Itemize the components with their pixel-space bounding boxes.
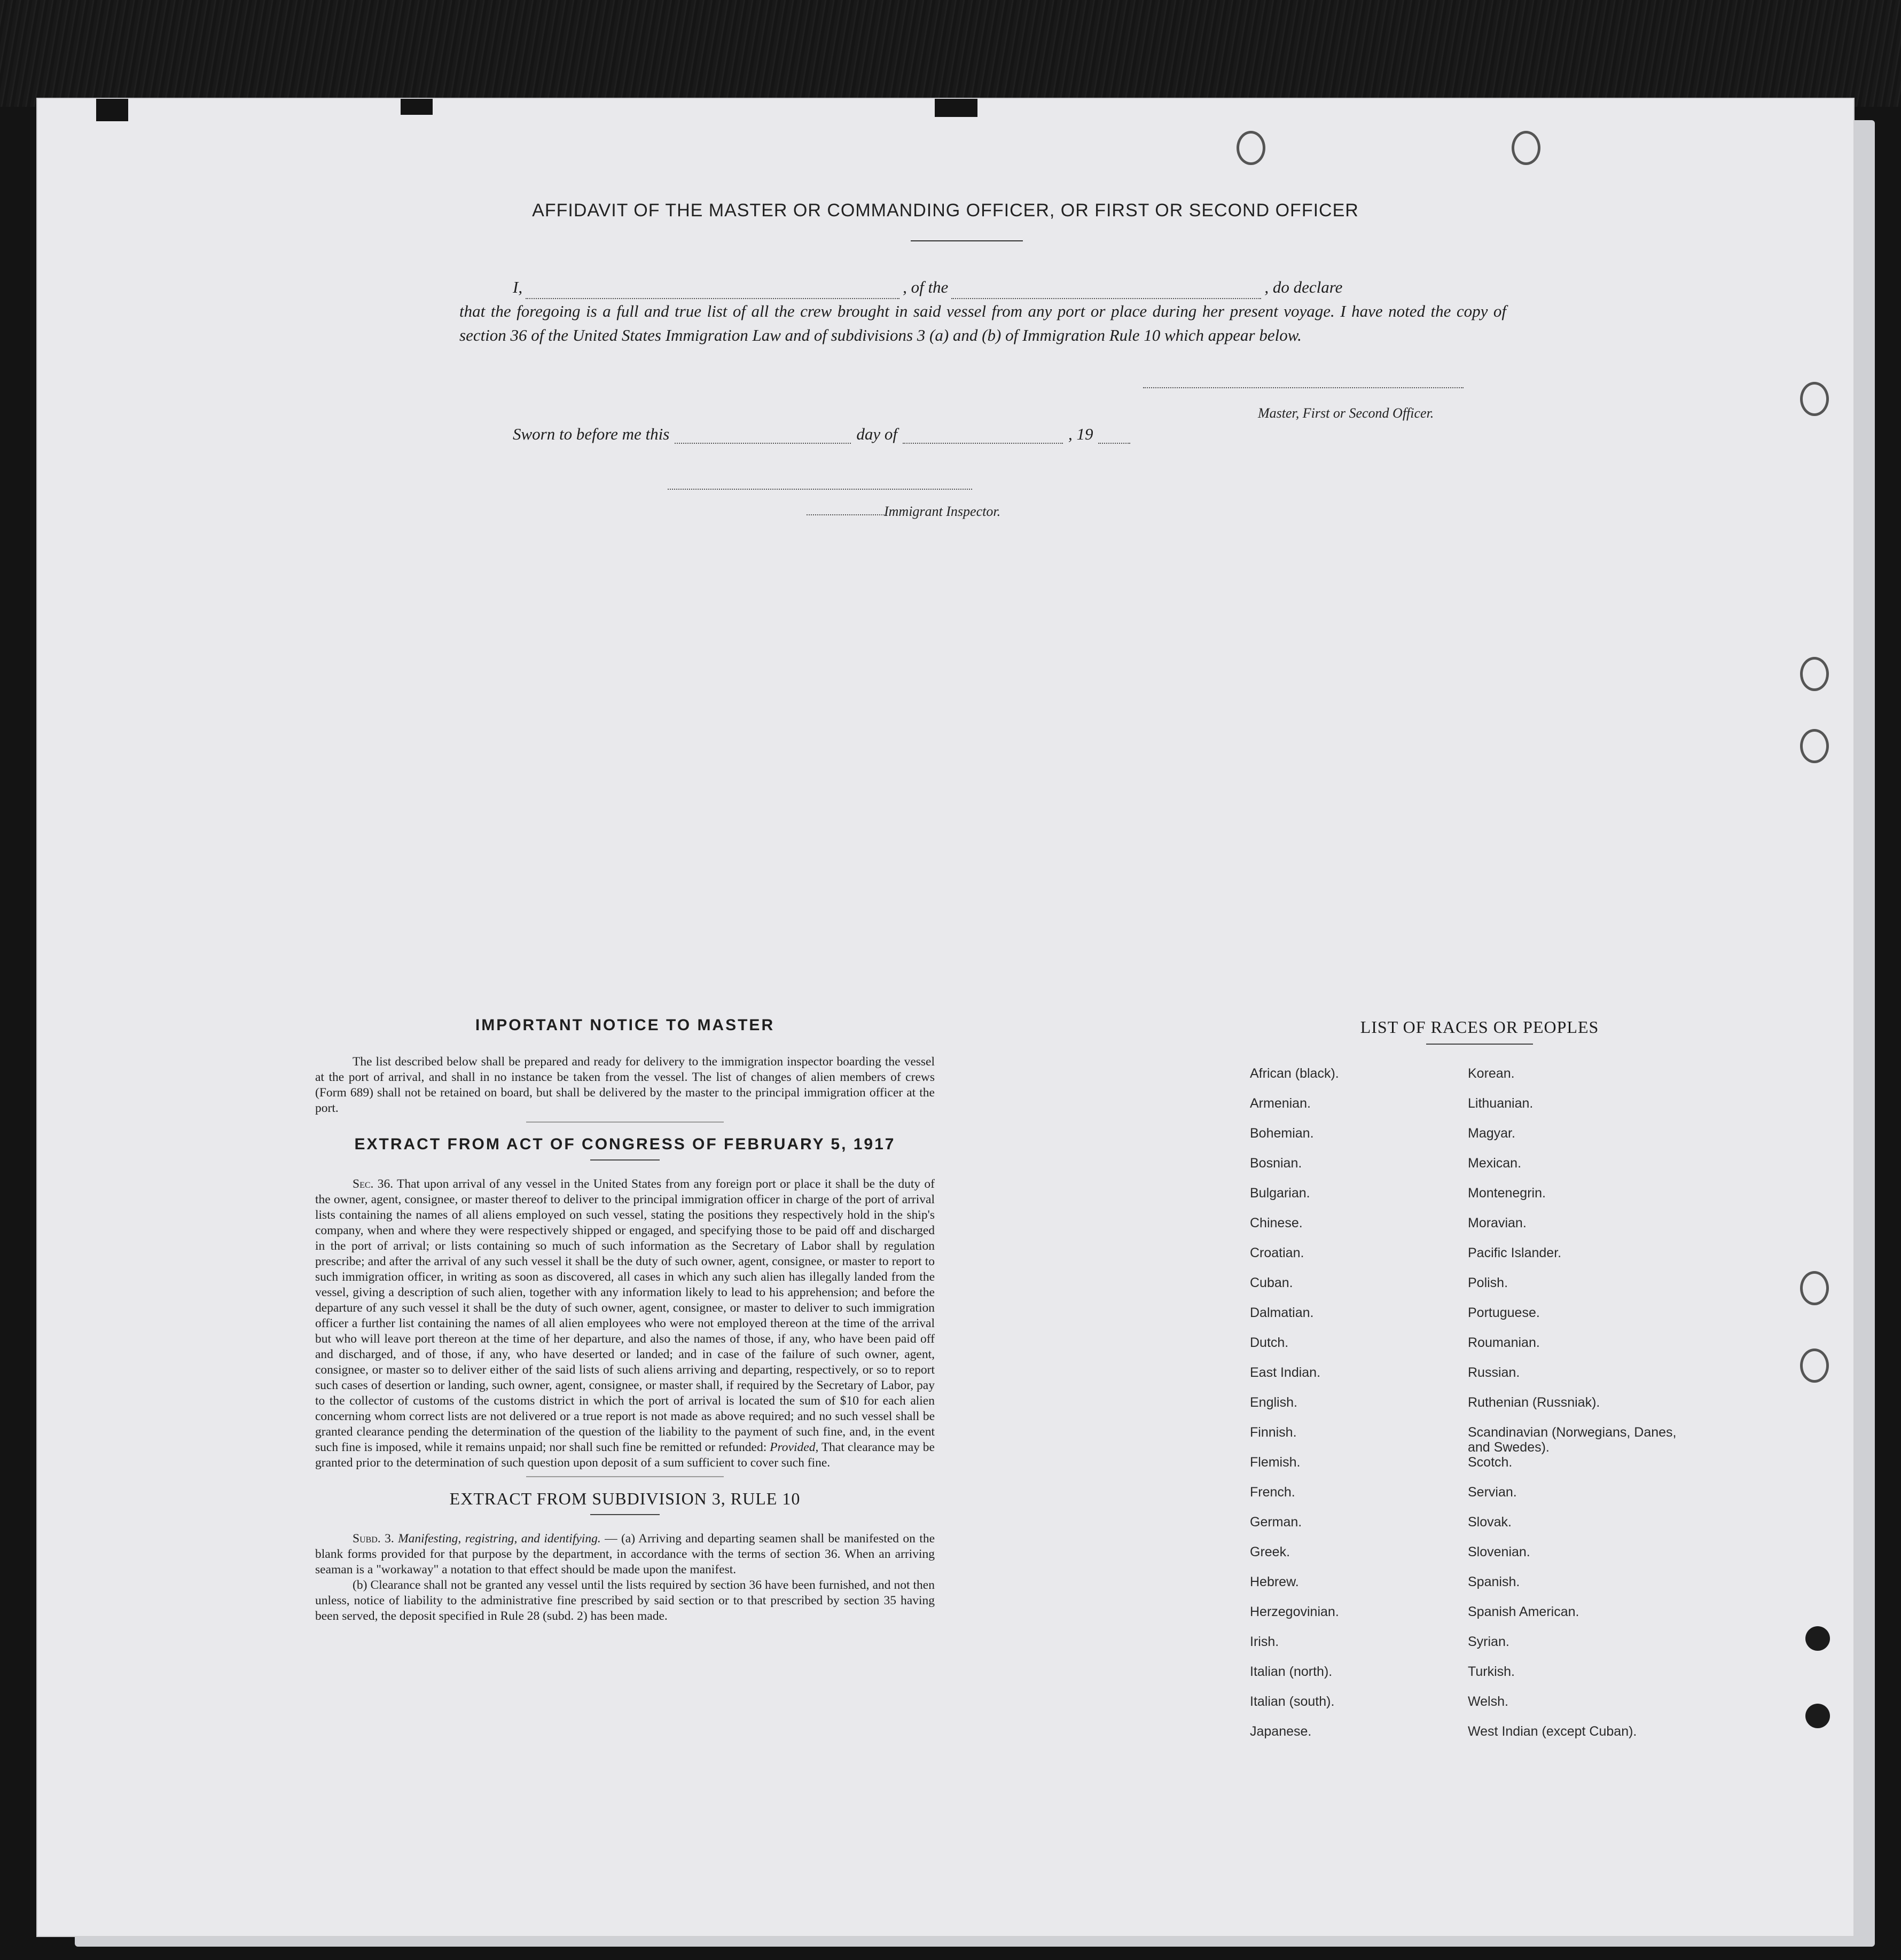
rule-para-b: (b) Clearance shall not be granted any vessel until the lists required by section 36 have been furnished, and not then unless, notice of liability to the administrative fine prescribed by said section or to that prescribed by section 35 having been served, the deposit specified in Rule 28 (subd. 2) has been made. <box>315 1578 935 1623</box>
race-item: Mexican. <box>1468 1156 1522 1171</box>
page-tear <box>935 99 977 117</box>
sworn-year-label: , 19 <box>1068 425 1093 443</box>
race-item: Bosnian. <box>1250 1156 1302 1171</box>
race-item: Hebrew. <box>1250 1574 1299 1589</box>
race-item: Montenegrin. <box>1468 1186 1546 1201</box>
race-item: Spanish American. <box>1468 1604 1579 1619</box>
provided-text: That clearance may be granted prior to the determination of such question upon deposit of a sum sufficient to cover such fine. <box>315 1440 935 1470</box>
act-text <box>315 1177 935 1471</box>
punch-hole <box>1800 729 1829 763</box>
race-item: West Indian (except Cuban). <box>1468 1724 1637 1739</box>
section-36-text: That upon arrival of any vessel in the United States from any foreign port or place it shall be the duty of the owner, agent, consignee, or master thereof to deliver to the principal immigration officer in charge of the port of arrival lists containing the names of all aliens employed on such vessel, stating the positions they respectively hold in the ship's company, when and where they were respectively shipped or engaged, and specifying those to be paid off and discharged in the port of arrival; or lists containing so much of such information as the Secretary of Labor shall by regulation prescribe; and after the arrival of any such vessel it shall be the duty of such owner, agent, consignee, or master to report to such immigration officer, in writing as soon as discovered, all cases in which any such alien has illegally landed from the vessel, giving a description of such alien, together with any information likely to lead to his apprehension; and before the departure of any such vessel it shall be the duty of such owner, agent, consignee, or master to deliver to such immigration officer a further list containing the names of all alien employees who were not employed thereon at the time of the arrival but who will leave port thereon at the time of her departure, and also the names of those, if any, who have been paid off and discharged, and of those, if any, who have deserted or landed; and in case of the failure of such owner, agent, consignee, or master so to deliver either of the said lists of such aliens arriving and departing, respectively, or so to report such cases of desertion or landing, such owner, agent, consignee, or master shall, if required by the Secretary of Labor, pay to the collector of customs of the customs district in which the port of arrival is located the sum of $10 for each alien concerning whom correct lists are not delivered or a true report is not made as above required; and no such vessel shall be granted clearance pending the determination of the question of the liability to the payment of such fine, and, in the event such fine is imposed, while it remains unpaid; nor shall such fine be remitted or refunded: <box>315 1177 935 1454</box>
race-item: Polish. <box>1468 1275 1508 1290</box>
sworn-line <box>513 425 1136 444</box>
affidavit-text <box>459 275 1506 347</box>
race-item: Greek. <box>1250 1545 1290 1559</box>
race-item: African (black). <box>1250 1066 1339 1081</box>
section-rule <box>526 1122 724 1123</box>
race-item: Lithuanian. <box>1468 1096 1534 1111</box>
affidavit-body: that the foregoing is a full and true list of all the crew brought in said vessel from any port or place during her present voyage. I have noted the copy of section 36 of the United States Immigration Law and of subdivisions 3 (a) and (b) of Immigration Rule 10 which appear below. <box>459 302 1506 344</box>
race-item: Slovenian. <box>1468 1545 1530 1559</box>
race-item: Moravian. <box>1468 1216 1527 1230</box>
race-item: Russian. <box>1468 1365 1520 1380</box>
vessel-prefix: , of the <box>903 278 949 296</box>
punch-hole <box>1237 131 1265 165</box>
subdivision-title: Manifesting, registring, and identifying. <box>398 1532 601 1546</box>
punch-hole <box>1805 1704 1830 1728</box>
race-item: English. <box>1250 1395 1297 1410</box>
declarant-prefix: I, <box>513 278 523 296</box>
race-item: Croatian. <box>1250 1245 1304 1260</box>
race-item: Slovak. <box>1468 1515 1512 1530</box>
race-item: Bohemian. <box>1250 1126 1314 1141</box>
race-item: Syrian. <box>1468 1634 1509 1649</box>
race-item: Herzegovinian. <box>1250 1604 1339 1619</box>
affidavit-title: AFFIDAVIT OF THE MASTER OR COMMANDING OFFICER, OR FIRST OR SECOND OFFICER <box>532 200 1359 221</box>
race-item: Bulgarian. <box>1250 1186 1310 1201</box>
race-item: Italian (north). <box>1250 1664 1333 1679</box>
races-rule <box>1426 1044 1533 1045</box>
race-item: Ruthenian (Russniak). <box>1468 1395 1600 1410</box>
title-rule <box>911 240 1023 241</box>
race-item: Scandinavian (Norwegians, Danes, and Swedes). <box>1468 1425 1677 1455</box>
sworn-year-field[interactable] <box>1098 428 1130 444</box>
para-a-text: — (a) Arriving and departing seamen shall be manifested on the blank forms provided for that purpose by the department, in accordance with the terms of section 36. When an arriving seaman is a "workaway" a notation to that effect should be made upon the manifest. <box>315 1532 935 1577</box>
race-item: Flemish. <box>1250 1455 1301 1470</box>
page-tear <box>96 99 128 121</box>
notice-text: The list described below shall be prepared and ready for delivery to the immigration inspector boarding the vessel at the port of arrival, and shall in no instance be taken from the vessel. The list of changes of alien members of crews (Form 689) shall not be retained on board, but shall be delivered by the master to the principal immigration officer at the port. <box>315 1055 935 1115</box>
punch-hole <box>1800 657 1829 691</box>
race-item: Cuban. <box>1250 1275 1293 1290</box>
race-item: East Indian. <box>1250 1365 1321 1380</box>
inspector-label: Immigrant Inspector. <box>884 504 1001 519</box>
rule-heading: EXTRACT FROM SUBDIVISION 3, RULE 10 <box>449 1489 801 1508</box>
act-heading: EXTRACT FROM ACT OF CONGRESS OF FEBRUARY 5, 1917 <box>354 1135 896 1153</box>
section-rule <box>590 1514 660 1515</box>
sworn-month-field[interactable] <box>903 428 1063 444</box>
notice-column <box>315 1017 935 1624</box>
sworn-day-label: day of <box>856 425 897 443</box>
name-field[interactable] <box>526 283 899 299</box>
manifest-page <box>37 99 1853 1936</box>
races-title: LIST OF RACES OR PEOPLES <box>1360 1017 1599 1037</box>
race-item: Servian. <box>1468 1485 1517 1500</box>
race-item: German. <box>1250 1515 1302 1530</box>
race-item: Dalmatian. <box>1250 1305 1314 1320</box>
race-item: Japanese. <box>1250 1724 1312 1739</box>
race-item: Irish. <box>1250 1634 1279 1649</box>
punch-hole <box>1805 1626 1830 1651</box>
race-item: Welsh. <box>1468 1694 1508 1709</box>
punch-hole <box>1800 1271 1829 1305</box>
provided-label: Provided, <box>770 1440 819 1454</box>
inspector-dots <box>807 514 887 515</box>
punch-hole <box>1800 1349 1829 1383</box>
declare-suffix: , do declare <box>1264 278 1343 296</box>
race-item: Pacific Islander. <box>1468 1245 1562 1260</box>
race-item: Finnish. <box>1250 1425 1297 1440</box>
section-rule <box>590 1159 660 1161</box>
subdivision-label: Subd. 3. <box>353 1532 394 1546</box>
race-item: Roumanian. <box>1468 1335 1540 1350</box>
race-item: Scotch. <box>1468 1455 1513 1470</box>
section-label: Sec. 36. <box>353 1177 394 1191</box>
rule-para-a <box>315 1531 935 1578</box>
inspector-signature-field[interactable] <box>668 489 972 490</box>
punch-hole <box>1512 131 1540 165</box>
race-item: Portuguese. <box>1468 1305 1540 1320</box>
race-item: Armenian. <box>1250 1096 1311 1111</box>
sworn-prefix: Sworn to before me this <box>513 425 670 443</box>
race-item: Chinese. <box>1250 1216 1303 1230</box>
notice-heading: IMPORTANT NOTICE TO MASTER <box>475 1016 775 1034</box>
race-item: Spanish. <box>1468 1574 1520 1589</box>
race-item: Dutch. <box>1250 1335 1289 1350</box>
vessel-field[interactable] <box>951 283 1261 299</box>
scan-background <box>0 0 1901 107</box>
master-signature-label: Master, First or Second Officer. <box>1258 405 1434 421</box>
race-item: Turkish. <box>1468 1664 1515 1679</box>
master-signature-field[interactable] <box>1143 387 1464 388</box>
section-rule <box>526 1476 724 1477</box>
race-item: Korean. <box>1468 1066 1515 1081</box>
race-item: French. <box>1250 1485 1295 1500</box>
races-grid <box>1212 1066 1747 1754</box>
races-list <box>1212 1017 1747 1754</box>
punch-hole <box>1800 382 1829 416</box>
race-item: Magyar. <box>1468 1126 1515 1141</box>
declaration-line <box>459 275 1506 299</box>
race-item: Italian (south). <box>1250 1694 1335 1709</box>
sworn-day-field[interactable] <box>675 428 851 444</box>
page-tear <box>401 99 433 115</box>
